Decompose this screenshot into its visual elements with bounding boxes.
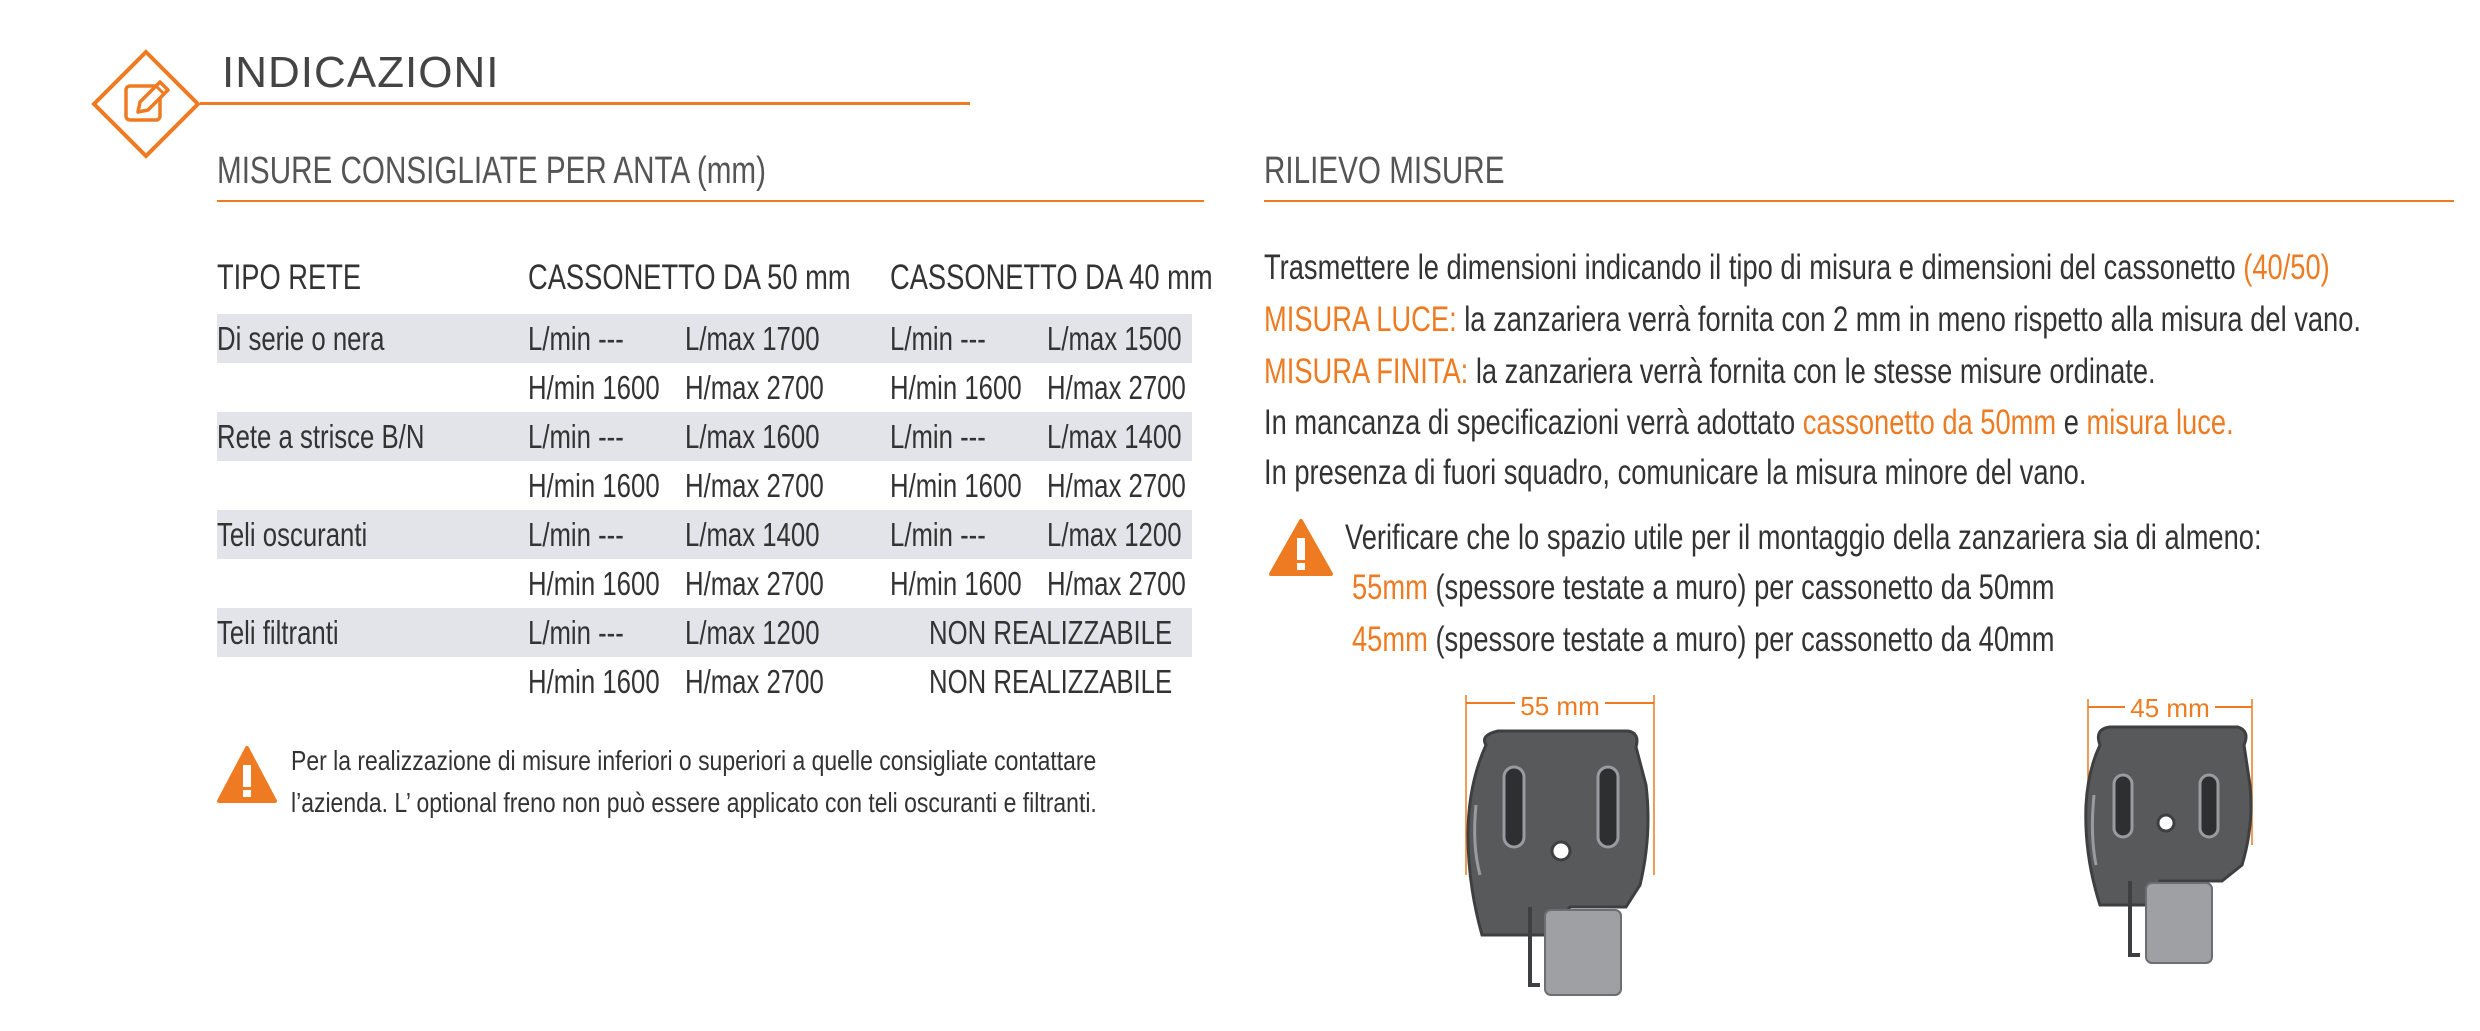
header-divider (200, 102, 970, 105)
table-cell: L/max 1200 (685, 614, 820, 651)
table-cell: L/max 1200 (1047, 516, 1182, 553)
instruction-line-4: In mancanza di specificazioni verrà adottato cassonetto da 50mm e misura luce. (1264, 403, 2234, 442)
table-row (217, 559, 1192, 608)
rete-type: Rete a strisce B/N (217, 418, 425, 455)
warning-line-1: Verificare che lo spazio utile per il montaggio della zanzariera sia di almeno: (1345, 518, 2262, 557)
rete-type: Di serie o nera (217, 320, 385, 357)
bracket-40mm (2070, 685, 2270, 985)
note-line-1: Per la realizzazione di misure inferiori o superiori a quelle consigliate contattare (291, 745, 1097, 776)
table-cell: L/min --- (528, 320, 624, 357)
table-cell: L/max 1400 (1047, 418, 1182, 455)
dimension-label: 45 mm (2130, 693, 2210, 723)
table-cell: H/min 1600 (528, 369, 660, 406)
section-title-rilievo: RILIEVO MISURE (1264, 150, 1505, 192)
table-cell: H/max 2700 (1047, 467, 1186, 504)
table-row (217, 412, 1192, 461)
warning-line-2: 55mm (spessore testate a muro) per cassonetto da 50mm (1352, 568, 2055, 607)
table-cell: L/min --- (890, 320, 986, 357)
table-row (217, 461, 1192, 510)
table-cell: L/min --- (528, 516, 624, 553)
table-cell: L/min --- (890, 418, 986, 455)
table-cell: H/min 1600 (528, 467, 660, 504)
table-row (217, 510, 1192, 559)
table-row (217, 314, 1192, 363)
table-cell: H/min 1600 (528, 565, 660, 602)
warning-line-3: 45mm (spessore testate a muro) per cassonetto da 40mm (1352, 620, 2055, 659)
header-cassonetto-40: CASSONETTO DA 40 mm (890, 258, 1213, 297)
section-title-misure: MISURE CONSIGLIATE PER ANTA (mm) (217, 150, 766, 192)
table-cell: L/min --- (528, 418, 624, 455)
table-cell: H/max 2700 (685, 467, 824, 504)
table-cell: L/max 1400 (685, 516, 820, 553)
bracket-50mm (1450, 685, 1670, 1000)
table-cell: H/max 2700 (1047, 565, 1186, 602)
table-header (217, 242, 1213, 314)
note-line-2: l’azienda. L’ optional freno non può essere applicato con teli oscuranti e filtranti. (291, 787, 1097, 818)
instruction-line-2: MISURA LUCE: la zanzariera verrà fornita con 2 mm in meno rispetto alla misura del vano. (1264, 300, 2362, 339)
table-cell: H/min 1600 (528, 663, 660, 700)
table-cell: L/max 1600 (685, 418, 820, 455)
table-cell: L/max 1700 (685, 320, 820, 357)
table-cell: H/max 2700 (685, 565, 824, 602)
table-cell: H/max 2700 (1047, 369, 1186, 406)
table-cell: H/min 1600 (890, 565, 1022, 602)
table-row (217, 608, 1192, 657)
measures-table (217, 242, 1213, 706)
table-cell: L/max 1500 (1047, 320, 1182, 357)
instruction-line-3: MISURA FINITA: la zanzariera verrà fornita con le stesse misure ordinate. (1264, 352, 2156, 391)
table-cell: H/max 2700 (685, 369, 824, 406)
instruction-line-1: Trasmettere le dimensioni indicando il tipo di misura e dimensioni del cassonetto (40/50) (1264, 248, 2330, 287)
table-cell: H/min 1600 (890, 467, 1022, 504)
table-cell-not-available: NON REALIZZABILE (929, 663, 1173, 700)
table-cell: H/min 1600 (890, 369, 1022, 406)
warning-icon (217, 745, 277, 805)
table-row (217, 657, 1192, 706)
dimension-label: 55 mm (1520, 691, 1600, 721)
section-divider (217, 200, 1204, 202)
rete-type: Teli filtranti (217, 614, 339, 651)
page-title: INDICAZIONI (222, 48, 500, 97)
edit-icon (90, 48, 202, 160)
table-cell: L/min --- (528, 614, 624, 651)
table-row (217, 363, 1192, 412)
table-cell: L/min --- (890, 516, 986, 553)
warning-icon (1268, 518, 1334, 578)
section-divider (1264, 200, 2454, 202)
header-tipo-rete: TIPO RETE (217, 258, 362, 297)
rete-type: Teli oscuranti (217, 516, 368, 553)
table-cell-not-available: NON REALIZZABILE (929, 614, 1173, 651)
instruction-line-5: In presenza di fuori squadro, comunicare la misura minore del vano. (1264, 453, 2087, 492)
table-cell: H/max 2700 (685, 663, 824, 700)
header-cassonetto-50: CASSONETTO DA 50 mm (528, 258, 851, 297)
